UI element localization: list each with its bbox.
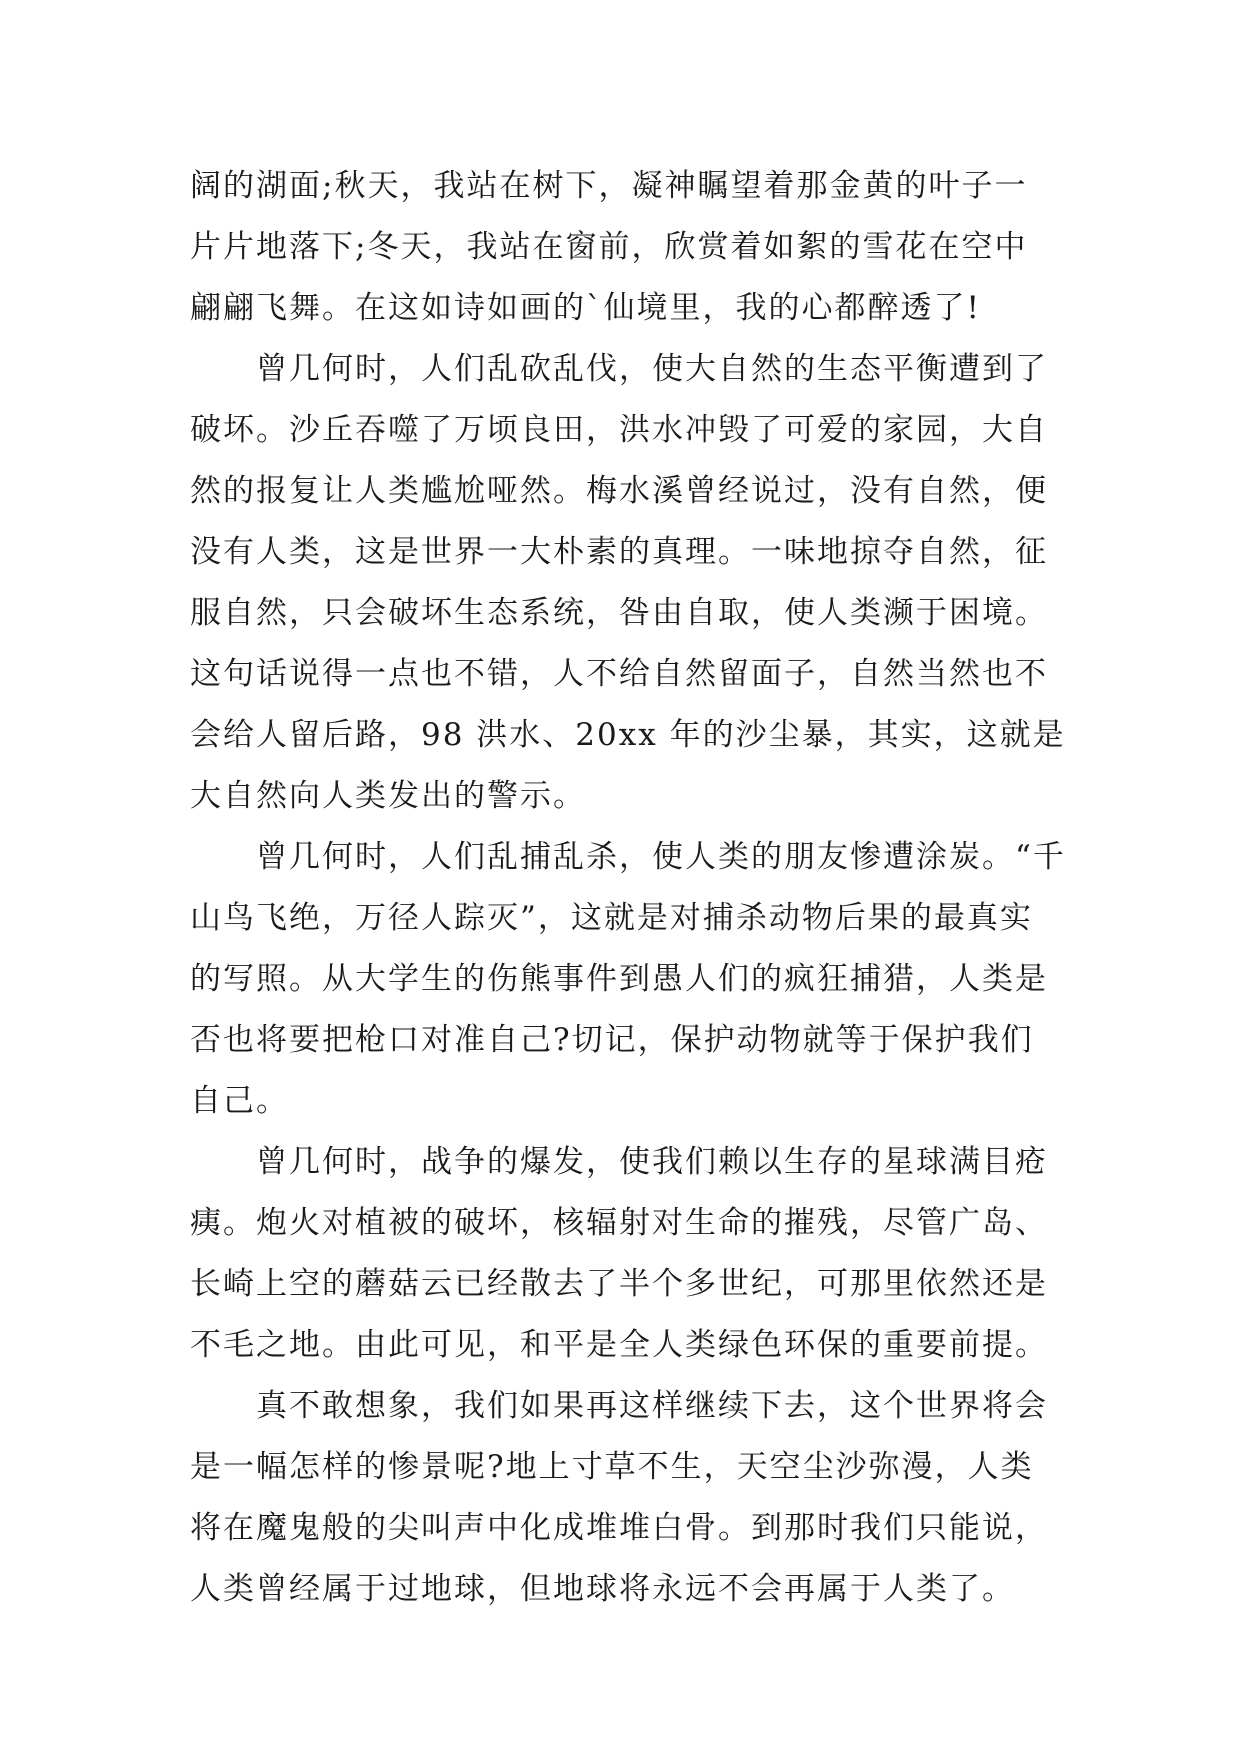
text-line: 山鸟飞绝，万径人踪灭”，这就是对捕杀动物后果的最真实 (190, 900, 1033, 936)
paragraph-start-line: 曾几何时，人们乱捕乱杀，使人类的朋友惨遭涂炭。“千 (256, 839, 1066, 875)
document-body (190, 156, 1066, 1620)
text-line: 破坏。沙丘吞噬了万顷良田，洪水冲毁了可爱的家园，大自 (190, 412, 1048, 448)
text-line: 人类曾经属于过地球，但地球将永远不会再属于人类了。 (190, 1571, 1015, 1607)
paragraph-start-line: 曾几何时，人们乱砍乱伐，使大自然的生态平衡遭到了 (256, 351, 1048, 387)
text-line: 不毛之地。由此可见，和平是全人类绿色环保的重要前提。 (190, 1327, 1048, 1363)
text-line: 的写照。从大学生的伤熊事件到愚人们的疯狂捕猎，人类是 (190, 961, 1048, 997)
text-line: 服自然，只会破坏生态系统，咎由自取，使人类濒于困境。 (190, 595, 1048, 631)
text-line: 阔的湖面;秋天，我站在树下，凝神瞩望着那金黄的叶子一 (190, 168, 1028, 204)
paragraph-start-line: 曾几何时，战争的爆发，使我们赖以生存的星球满目疮 (256, 1144, 1048, 1180)
text-line: 痍。炮火对植被的破坏，核辐射对生命的摧残，尽管广岛、 (190, 1205, 1048, 1241)
text-line: 将在魔鬼般的尖叫声中化成堆堆白骨。到那时我们只能说， (190, 1510, 1048, 1546)
text-line: 没有人类，这是世界一大朴素的真理。一味地掠夺自然，征 (190, 534, 1048, 570)
paragraph-start-line: 真不敢想象，我们如果再这样继续下去，这个世界将会 (256, 1388, 1048, 1424)
text-line: 翩翩飞舞。在这如诗如画的`仙境里，我的心都醉透了! (190, 290, 981, 326)
text-line: 长崎上空的蘑菇云已经散去了半个多世纪，可那里依然还是 (190, 1266, 1048, 1302)
text-line: 然的报复让人类尴尬哑然。梅水溪曾经说过，没有自然，便 (190, 473, 1048, 509)
text-line: 会给人留后路，98 洪水、20xx 年的沙尘暴，其实，这就是 (190, 717, 1066, 753)
text-line: 是一幅怎样的惨景呢?地上寸草不生，天空尘沙弥漫，人类 (190, 1449, 1034, 1485)
text-line: 否也将要把枪口对准自己?切记，保护动物就等于保护我们 (190, 1022, 1034, 1058)
text-line: 大自然向人类发出的警示。 (190, 778, 586, 814)
text-line: 自己。 (190, 1083, 289, 1119)
text-line: 这句话说得一点也不错，人不给自然留面子，自然当然也不 (190, 656, 1048, 692)
text-line: 片片地落下;冬天，我站在窗前，欣赏着如絮的雪花在空中 (190, 229, 1028, 265)
